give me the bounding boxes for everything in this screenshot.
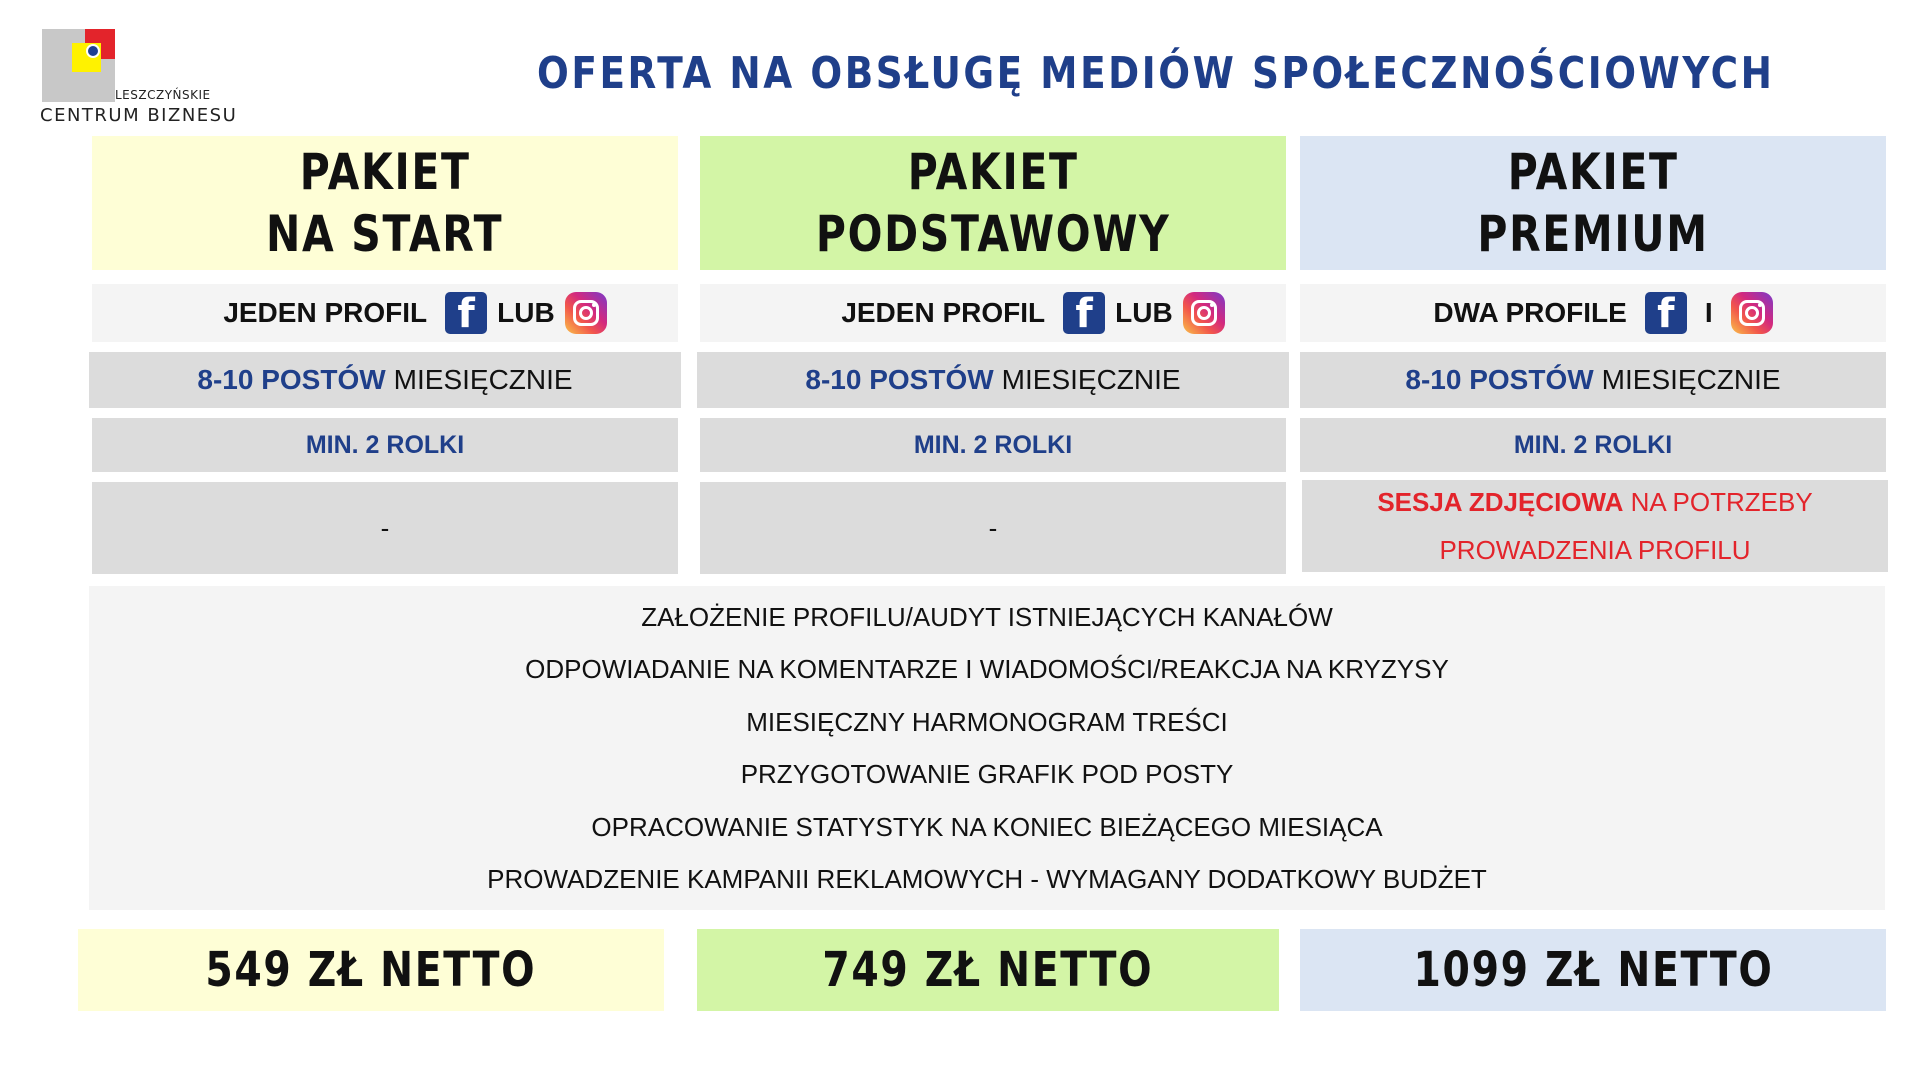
- package-header-basic: [700, 136, 1286, 270]
- instagram-icon: [1183, 292, 1225, 334]
- posts-frequency: MIESIĘCZNIE: [1001, 364, 1181, 395]
- profiles-label: JEDEN PROFIL: [223, 297, 428, 328]
- package-header-premium: [1300, 136, 1886, 270]
- profiles-label: JEDEN PROFIL: [841, 297, 1046, 328]
- feature-item: PROWADZENIE KAMPANII REKLAMOWYCH - WYMAGANY DODATKOWY BUDŻET: [487, 864, 1487, 894]
- package-header-line2: NA START: [266, 205, 504, 263]
- photo-session-line: [1377, 478, 1812, 526]
- facebook-icon: f: [445, 292, 487, 334]
- profiles-connector: LUB: [1115, 297, 1173, 328]
- package-header-line1: PAKIET: [299, 143, 471, 201]
- instagram-icon: [565, 292, 607, 334]
- instagram-icon: [1731, 292, 1773, 334]
- facebook-icon: f: [1063, 292, 1105, 334]
- rolki-row-start: MIN. 2 ROLKI: [92, 418, 678, 472]
- posts-row-basic: [697, 352, 1289, 408]
- shared-features: [89, 586, 1885, 910]
- photo-session-rest: NA POTRZEBY: [1630, 487, 1813, 517]
- posts-count: 8-10 POSTÓW: [197, 364, 386, 395]
- feature-item: OPRACOWANIE STATYSTYK NA KONIEC BIEŻĄCEGO MIESIĄCA: [591, 811, 1383, 842]
- profiles-row-start: [92, 284, 678, 342]
- posts-row-premium: [1300, 352, 1886, 408]
- logo-text-line1: LESZCZYŃSKIE: [115, 88, 211, 102]
- package-header-line1: PAKIET: [907, 143, 1079, 201]
- rolki-row-premium: MIN. 2 ROLKI: [1300, 418, 1886, 472]
- posts-count: 8-10 POSTÓW: [1405, 364, 1594, 395]
- extra-row-premium: [1302, 480, 1888, 572]
- posts-count: 8-10 POSTÓW: [805, 364, 994, 395]
- price-start: [78, 929, 664, 1011]
- logo-text-line2: CENTRUM BIZNESU: [40, 105, 238, 126]
- feature-item: ZAŁOŻENIE PROFILU/AUDYT ISTNIEJĄCYCH KANAŁÓW: [641, 601, 1333, 632]
- posts-row-start: [89, 352, 681, 408]
- rolki-row-basic: MIN. 2 ROLKI: [700, 418, 1286, 472]
- package-header-start: [92, 136, 678, 270]
- profiles-label: DWA PROFILE: [1433, 297, 1627, 328]
- profiles-row-basic: [700, 284, 1286, 342]
- extra-row-start: -: [92, 482, 678, 574]
- posts-frequency: MIESIĘCZNIE: [1601, 364, 1781, 395]
- package-header-line2: PODSTAWOWY: [815, 205, 1171, 263]
- price-label: 549 ZŁ NETTO: [205, 942, 537, 998]
- package-header-line2: PREMIUM: [1477, 205, 1709, 263]
- posts-frequency: MIESIĘCZNIE: [393, 364, 573, 395]
- price-label: 1099 ZŁ NETTO: [1413, 942, 1773, 998]
- feature-item: MIESIĘCZNY HARMONOGRAM TREŚCI: [746, 706, 1228, 737]
- facebook-icon: f: [1645, 292, 1687, 334]
- feature-item: PRZYGOTOWANIE GRAFIK POD POSTY: [740, 759, 1234, 789]
- logo-blue-dot: [86, 44, 100, 58]
- page-title: OFERTA NA OBSŁUGĘ MEDIÓW SPOŁECZNOŚCIOWYCH: [537, 48, 1775, 99]
- profiles-row-premium: [1300, 284, 1886, 342]
- price-basic: [697, 929, 1279, 1011]
- photo-session-highlight: SESJA ZDJĘCIOWA: [1377, 487, 1624, 517]
- feature-item: ODPOWIADANIE NA KOMENTARZE I WIADOMOŚCI/REAKCJA NA KRYZYSY: [525, 654, 1449, 684]
- package-header-line1: PAKIET: [1507, 143, 1679, 201]
- profiles-connector: LUB: [497, 297, 555, 328]
- price-premium: [1300, 929, 1886, 1011]
- extra-row-basic: -: [700, 482, 1286, 574]
- photo-session-line2: PROWADZENIA PROFILU: [1439, 535, 1751, 565]
- profiles-connector: I: [1704, 297, 1713, 328]
- price-label: 749 ZŁ NETTO: [822, 942, 1154, 998]
